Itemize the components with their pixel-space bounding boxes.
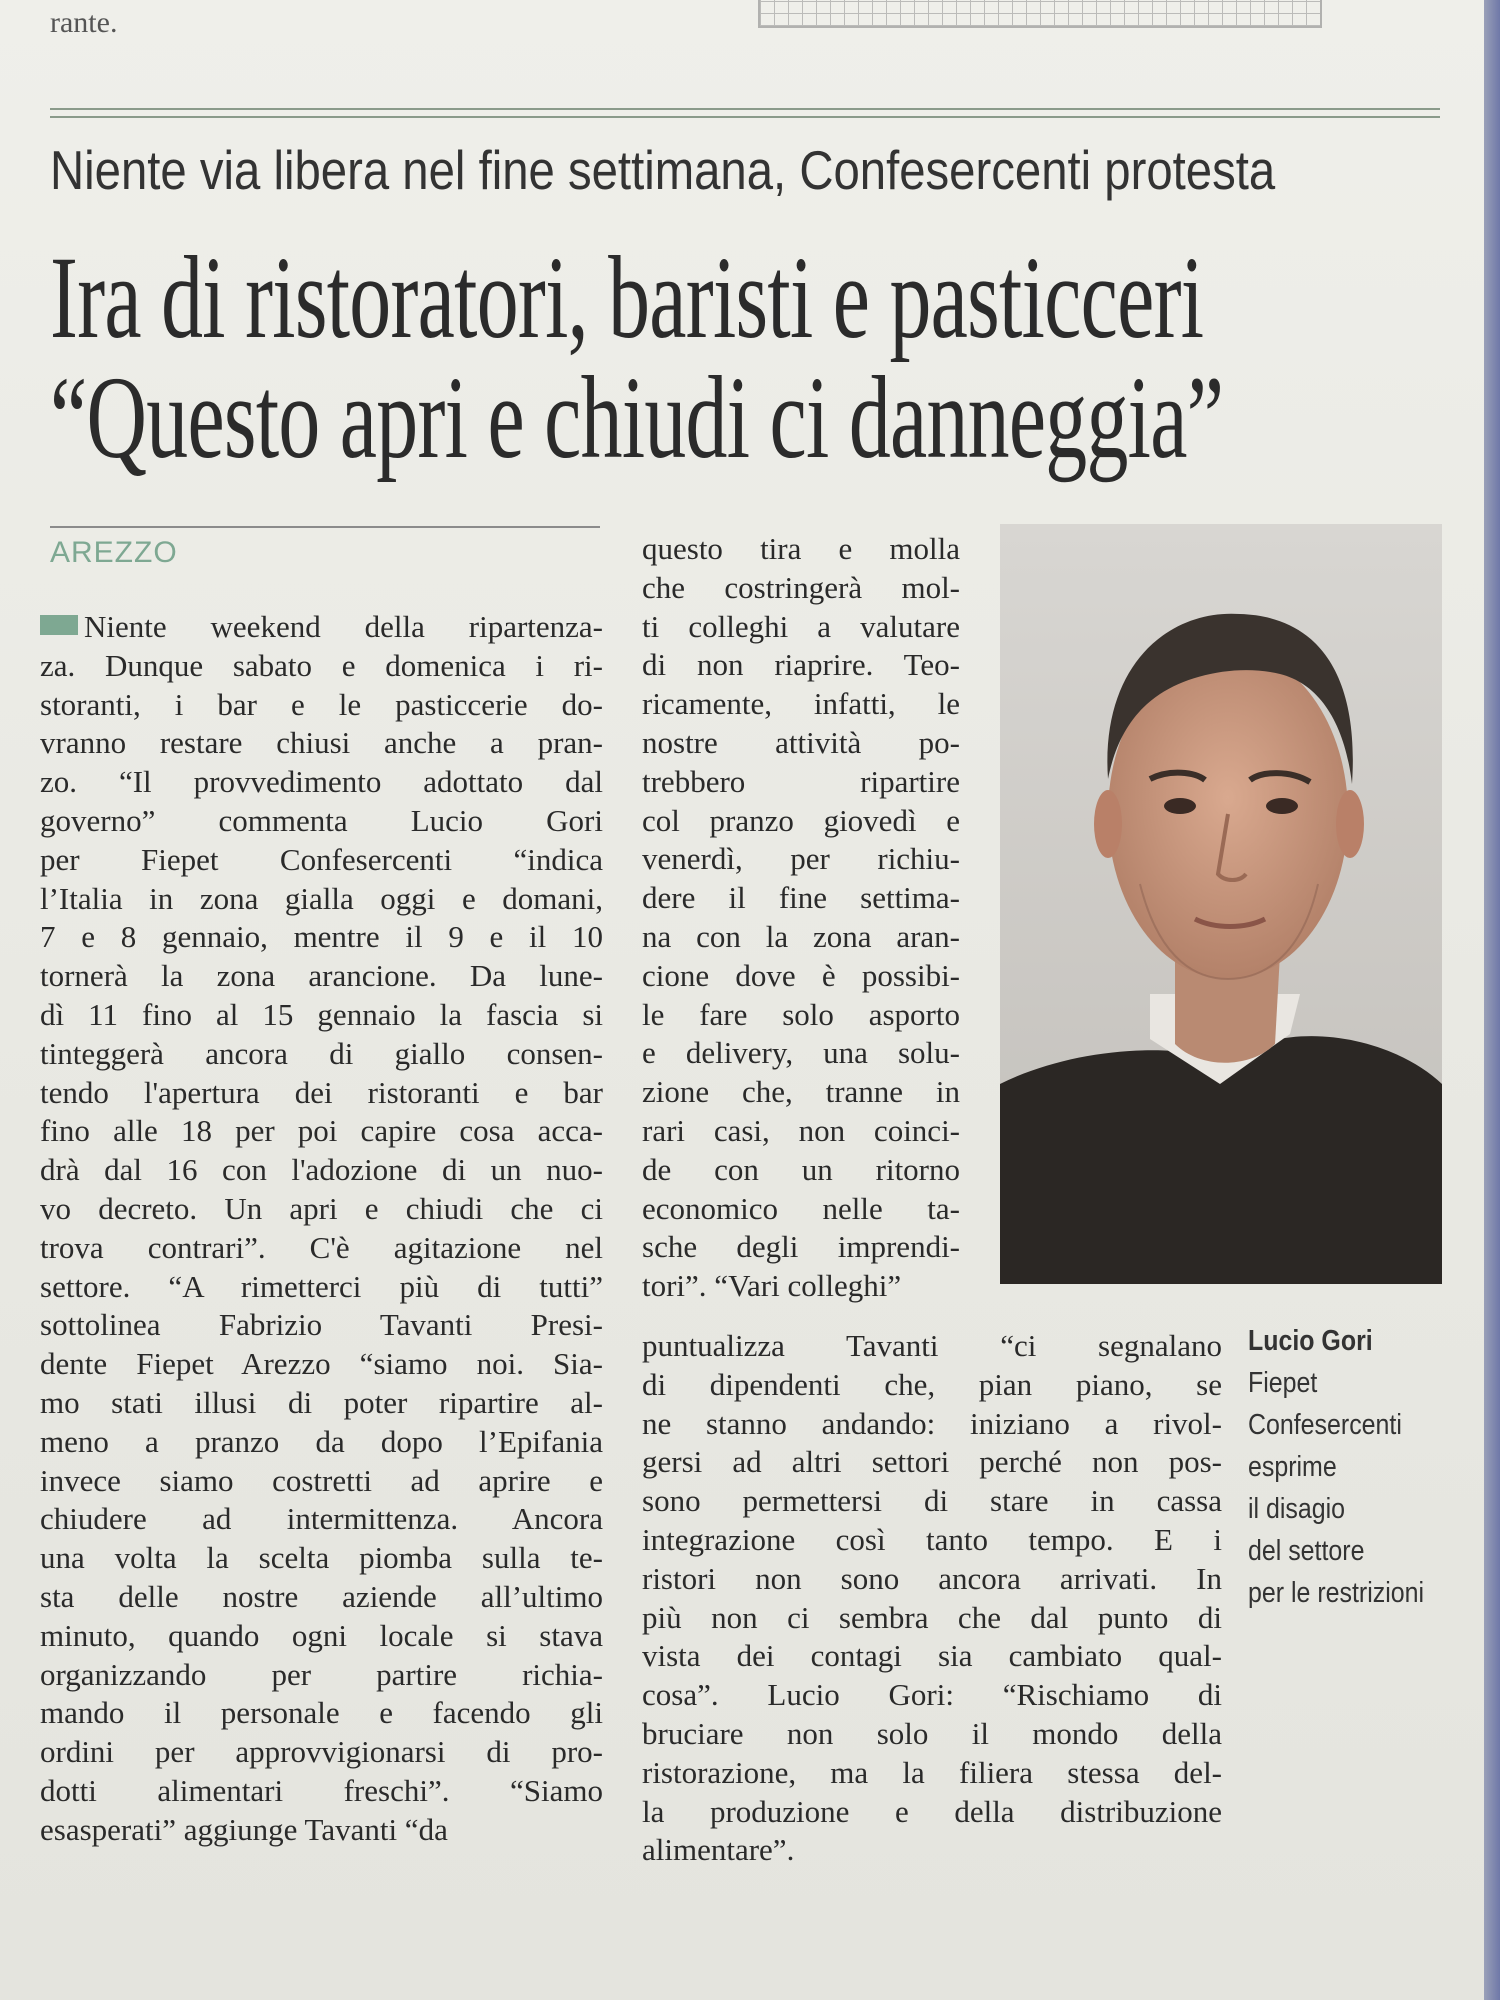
section-rule — [50, 108, 1440, 118]
article-text-line: zo. “Il provvedimento adottato dal — [40, 764, 603, 800]
photo-caption — [1248, 1320, 1437, 1614]
lead-marker — [40, 615, 78, 635]
article-text-line: ne stanno andando: iniziano a rivol- — [642, 1405, 1222, 1441]
caption-line: per le restrizioni — [1248, 1577, 1425, 1609]
article-text-line: trova contrari”. C'è agitazione nel — [40, 1229, 603, 1265]
article-text-line: venerdì, per richiu- — [642, 841, 960, 877]
article-text-line: dotti alimentari freschi”. “Siamo — [40, 1772, 603, 1808]
article-text-line: vista dei contagi sia cambiato qual- — [642, 1638, 1222, 1674]
article-text-line: col pranzo giovedì e — [642, 802, 960, 838]
article-text-line: ristori non sono ancora arrivati. In — [642, 1560, 1222, 1596]
article-text-line: di non riaprire. Teo- — [642, 647, 960, 683]
article-text-line: ti colleghi a valutare — [642, 608, 960, 644]
article-text-line: vranno restare chiusi anche a pran- — [40, 725, 603, 761]
article-text-line: sono permettersi di stare in cassa — [642, 1483, 1222, 1519]
article-text-line: bruciare non solo il mondo della — [642, 1715, 1222, 1751]
article-text-line: più non ci sembra che dal punto di — [642, 1599, 1222, 1635]
grid-box-decoration — [758, 0, 1322, 28]
article-text-line: cosa”. Lucio Gori: “Rischiamo di — [642, 1677, 1222, 1713]
article-text-line: meno a pranzo da dopo l’Epifania — [40, 1423, 603, 1459]
article-text-line: drà dal 16 con l'adozione di un nuo- — [40, 1152, 603, 1188]
article-text-line: alimentare”. — [642, 1832, 795, 1868]
article-text-line: dì 11 fino al 15 gennaio la fascia si — [40, 996, 603, 1032]
headline-line-2: “Questo apri e chiudi ci danneggia” — [50, 352, 1224, 483]
previous-article-tail: rante. — [50, 6, 118, 39]
article-text-line: la produzione e della distribuzione — [642, 1793, 1222, 1829]
article-text-line: che costringerà mol- — [642, 569, 960, 605]
adjacent-page-edge — [1484, 0, 1500, 2000]
article-text-line: dere il fine settima- — [642, 880, 960, 916]
article-text-line: integrazione così tanto tempo. E i — [642, 1521, 1222, 1557]
article-text-line: questo tira e molla — [642, 531, 960, 566]
article-text-line: dente Fiepet Arezzo “siamo noi. Sia- — [40, 1346, 603, 1382]
article-text-line: nostre attività po- — [642, 724, 960, 760]
portrait-illustration — [1000, 524, 1442, 1284]
article-column-2 — [642, 530, 960, 1306]
article-text-line: invece siamo costretti ad aprire e — [40, 1462, 603, 1498]
article-text-line: ricamente, infatti, le — [642, 686, 960, 722]
article-text-line: vo decreto. Un apri e chiudi che ci — [40, 1190, 603, 1226]
article-text-line: de con un ritorno — [642, 1151, 960, 1187]
article-column-1 — [40, 608, 603, 1850]
article-text-line: mo stati illusi di poter ripartire al- — [40, 1384, 603, 1420]
article-text-line: ordini per approvvigionarsi di pro- — [40, 1734, 603, 1770]
article-text-line: fino alle 18 per poi capire cosa acca- — [40, 1113, 603, 1149]
article-text-line: una volta la scelta piomba sulla te- — [40, 1540, 603, 1576]
article-text-line: trebbero ripartire — [642, 763, 960, 799]
article-text-line: sche degli imprendi- — [642, 1229, 960, 1265]
article-text-segment: Niente weekend della ripartenza- — [84, 609, 603, 644]
article-text-line: e delivery, una solu- — [642, 1035, 960, 1071]
article-text-line: ristorazione, ma la filiera stessa del- — [642, 1754, 1222, 1790]
article-text-line: na con la zona aran- — [642, 918, 960, 954]
article-text-line: tornerà la zona arancione. Da lune- — [40, 958, 603, 994]
article-text-line: le fare solo asporto — [642, 996, 960, 1032]
article-text-line: settore. “A rimetterci più di tutti” — [40, 1268, 603, 1304]
article-text-line: per Fiepet Confesercenti “indica — [40, 841, 603, 877]
article-text-line: chiudere ad intermittenza. Ancora — [40, 1501, 603, 1537]
caption-line: Fiepet — [1248, 1367, 1318, 1399]
article-text-line: rari casi, non coinci- — [642, 1112, 960, 1148]
article-text-line: economico nelle ta- — [642, 1190, 960, 1226]
article-text-line: storanti, i bar e le pasticcerie do- — [40, 686, 603, 722]
article-text-line: gersi ad altri settori perché non pos- — [642, 1444, 1222, 1480]
article-text-line: mando il personale e facendo gli — [40, 1695, 603, 1731]
caption-line: del settore — [1248, 1535, 1365, 1567]
article-text-line — [40, 608, 603, 647]
article-text-line: sottolinea Fabrizio Tavanti Presi- — [40, 1307, 603, 1343]
article-text-line: di dipendenti che, pian piano, se — [642, 1366, 1222, 1402]
article-text-line: l’Italia in zona gialla oggi e domani, — [40, 880, 603, 916]
article-text-line: sta delle nostre aziende all’ultimo — [40, 1578, 603, 1614]
article-text-line: minuto, quando ogni locale si stava — [40, 1617, 603, 1653]
article-text-line: cione dove è possibi- — [642, 957, 960, 993]
article-text-line: za. Dunque sabato e domenica i ri- — [40, 647, 603, 683]
dateline: AREZZO — [50, 536, 178, 569]
article-text-line: 7 e 8 gennaio, mentre il 9 e il 10 — [40, 919, 603, 955]
article-text-line: organizzando per partire richia- — [40, 1656, 603, 1692]
caption-line: il disagio — [1248, 1493, 1346, 1525]
article-text-line: esasperati” aggiunge Tavanti “da — [40, 1811, 448, 1847]
caption-line: Confesercenti — [1248, 1409, 1402, 1441]
caption-line: esprime — [1248, 1451, 1337, 1483]
portrait-photo — [1000, 524, 1442, 1284]
article-kicker: Niente via libera nel fine settimana, Confesercenti protesta — [50, 139, 1276, 201]
article-text-line: tori”. “Vari colleghi” — [642, 1268, 902, 1304]
headline-line-1: Ira di ristoratori, baristi e pasticceri — [50, 232, 1204, 363]
dateline-rule — [50, 526, 600, 528]
article-text-line: puntualizza Tavanti “ci segnalano — [642, 1328, 1222, 1363]
article-column-3 — [642, 1327, 1222, 1870]
caption-name: Lucio Gori — [1248, 1325, 1373, 1357]
article-text-line: tinteggerà ancora di giallo consen- — [40, 1035, 603, 1071]
article-text-line: governo” commenta Lucio Gori — [40, 802, 603, 838]
article-text-line: zione che, tranne in — [642, 1074, 960, 1110]
article-text-line: tendo l'apertura dei ristoranti e bar — [40, 1074, 603, 1110]
